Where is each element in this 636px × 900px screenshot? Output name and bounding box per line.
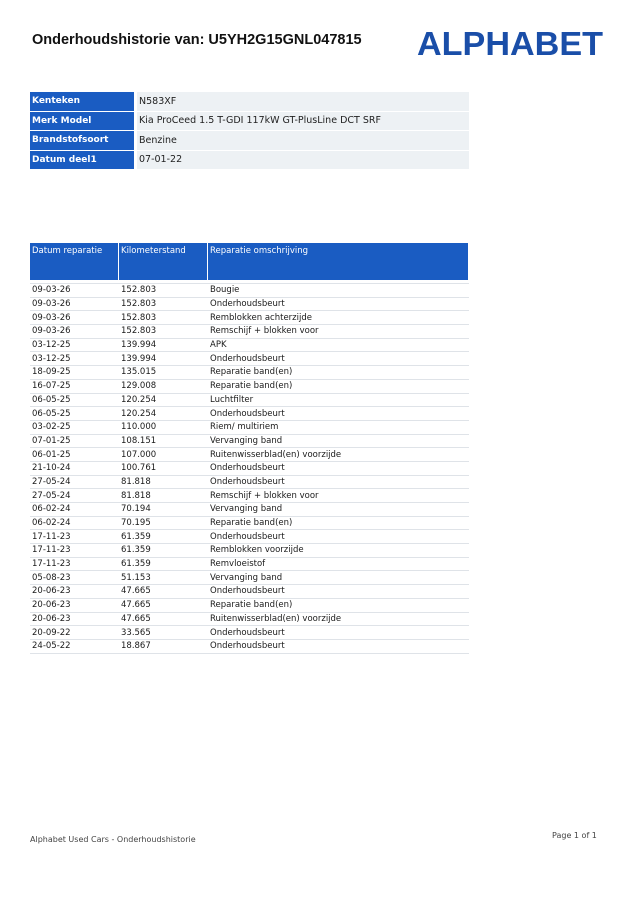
info-value: 07-01-22 (136, 150, 470, 170)
table-row (30, 475, 469, 489)
table-row (30, 544, 469, 558)
repair-description: Ruitenwisserblad(en) voorzijde (208, 612, 469, 626)
repair-mileage: 33.565 (119, 626, 208, 640)
repair-date: 20-06-23 (30, 585, 119, 599)
repair-mileage: 135.015 (119, 366, 208, 380)
repair-date: 09-03-26 (30, 284, 119, 298)
info-row (30, 92, 469, 111)
repair-description: Onderhoudsbeurt (208, 626, 469, 640)
table-header-row (30, 243, 469, 280)
repair-description: Vervanging band (208, 434, 469, 448)
repair-mileage: 152.803 (119, 311, 208, 325)
column-header-description: Reparatie omschrijving (208, 243, 469, 280)
repair-description: Onderhoudsbeurt (208, 297, 469, 311)
table-row (30, 366, 469, 380)
info-value: Benzine (136, 131, 470, 151)
table-row (30, 407, 469, 421)
table-row (30, 489, 469, 503)
repair-date: 09-03-26 (30, 325, 119, 339)
repair-description: Remvloeistof (208, 557, 469, 571)
repair-mileage: 18.867 (119, 639, 208, 653)
repair-description: Onderhoudsbeurt (208, 461, 469, 475)
repair-description: Remschijf + blokken voor (208, 325, 469, 339)
info-row (30, 131, 469, 151)
repair-date: 20-09-22 (30, 626, 119, 640)
repair-description: Onderhoudsbeurt (208, 530, 469, 544)
repair-description: Luchtfilter (208, 393, 469, 407)
repair-date: 07-01-25 (30, 434, 119, 448)
repair-mileage: 47.665 (119, 598, 208, 612)
repair-description: Onderhoudsbeurt (208, 475, 469, 489)
repair-mileage: 110.000 (119, 420, 208, 434)
repair-mileage: 47.665 (119, 612, 208, 626)
repair-date: 06-01-25 (30, 448, 119, 462)
table-row (30, 393, 469, 407)
table-row (30, 639, 469, 653)
repair-mileage: 61.359 (119, 544, 208, 558)
repair-date: 20-06-23 (30, 612, 119, 626)
footer-label: Alphabet Used Cars - Onderhoudshistorie (30, 835, 196, 844)
repair-description: Vervanging band (208, 571, 469, 585)
alphabet-logo (417, 25, 605, 61)
repair-date: 27-05-24 (30, 489, 119, 503)
repair-mileage: 120.254 (119, 393, 208, 407)
repair-mileage: 51.153 (119, 571, 208, 585)
repair-description: Reparatie band(en) (208, 598, 469, 612)
table-row (30, 352, 469, 366)
info-label: Kenteken (30, 92, 136, 111)
repair-mileage: 61.359 (119, 530, 208, 544)
repair-mileage: 47.665 (119, 585, 208, 599)
repair-date: 18-09-25 (30, 366, 119, 380)
repair-description: Reparatie band(en) (208, 379, 469, 393)
table-row (30, 284, 469, 298)
repair-date: 27-05-24 (30, 475, 119, 489)
column-header-date: Datum reparatie (30, 243, 119, 280)
table-row (30, 557, 469, 571)
repair-mileage: 108.151 (119, 434, 208, 448)
repair-mileage: 70.195 (119, 516, 208, 530)
repair-description: Ruitenwisserblad(en) voorzijde (208, 448, 469, 462)
info-label: Merk Model (30, 111, 136, 131)
repair-date: 16-07-25 (30, 379, 119, 393)
repair-date: 09-03-26 (30, 297, 119, 311)
repair-date: 21-10-24 (30, 461, 119, 475)
repair-description: Remblokken achterzijde (208, 311, 469, 325)
repair-date: 06-05-25 (30, 393, 119, 407)
repair-description: Onderhoudsbeurt (208, 639, 469, 653)
info-row (30, 111, 469, 131)
table-row (30, 461, 469, 475)
repair-date: 03-02-25 (30, 420, 119, 434)
info-row (30, 150, 469, 170)
table-row (30, 338, 469, 352)
repair-mileage: 139.994 (119, 352, 208, 366)
repair-description: Riem/ multiriem (208, 420, 469, 434)
repair-date: 06-02-24 (30, 503, 119, 517)
repair-date: 17-11-23 (30, 557, 119, 571)
repair-mileage: 81.818 (119, 475, 208, 489)
table-row (30, 297, 469, 311)
table-row (30, 434, 469, 448)
table-row (30, 379, 469, 393)
repair-description: Remschijf + blokken voor (208, 489, 469, 503)
repair-date: 03-12-25 (30, 352, 119, 366)
repair-description: Onderhoudsbeurt (208, 585, 469, 599)
repair-description: Onderhoudsbeurt (208, 352, 469, 366)
page-title: Onderhoudshistorie van: U5YH2G15GNL047815 (32, 32, 362, 48)
table-row (30, 420, 469, 434)
repair-description: Vervanging band (208, 503, 469, 517)
repair-mileage: 129.008 (119, 379, 208, 393)
repair-history-table (30, 243, 469, 654)
repair-description: Bougie (208, 284, 469, 298)
table-row (30, 612, 469, 626)
repair-description: Onderhoudsbeurt (208, 407, 469, 421)
repair-date: 05-08-23 (30, 571, 119, 585)
table-row (30, 516, 469, 530)
repair-mileage: 81.818 (119, 489, 208, 503)
repair-date: 17-11-23 (30, 544, 119, 558)
repair-description: Reparatie band(en) (208, 516, 469, 530)
repair-mileage: 152.803 (119, 325, 208, 339)
repair-mileage: 100.761 (119, 461, 208, 475)
info-value: Kia ProCeed 1.5 T-GDI 117kW GT-PlusLine DCT SRF (136, 111, 470, 131)
page-number: Page 1 of 1 (552, 831, 597, 840)
table-row (30, 503, 469, 517)
table-row (30, 325, 469, 339)
table-row (30, 448, 469, 462)
table-row (30, 530, 469, 544)
repair-mileage: 152.803 (119, 297, 208, 311)
repair-mileage: 61.359 (119, 557, 208, 571)
column-header-mileage: Kilometerstand (119, 243, 208, 280)
table-row (30, 571, 469, 585)
repair-date: 06-02-24 (30, 516, 119, 530)
repair-mileage: 120.254 (119, 407, 208, 421)
repair-date: 09-03-26 (30, 311, 119, 325)
repair-date: 06-05-25 (30, 407, 119, 421)
vehicle-info-table (30, 92, 469, 170)
repair-mileage: 139.994 (119, 338, 208, 352)
repair-date: 20-06-23 (30, 598, 119, 612)
table-row (30, 598, 469, 612)
repair-date: 24-05-22 (30, 639, 119, 653)
logo-text: ALPHABET (417, 25, 603, 61)
table-row (30, 311, 469, 325)
info-label: Brandstofsoort (30, 131, 136, 151)
table-row (30, 585, 469, 599)
info-label: Datum deel1 (30, 150, 136, 170)
repair-date: 17-11-23 (30, 530, 119, 544)
repair-description: Remblokken voorzijde (208, 544, 469, 558)
repair-mileage: 70.194 (119, 503, 208, 517)
repair-description: Reparatie band(en) (208, 366, 469, 380)
repair-description: APK (208, 338, 469, 352)
repair-mileage: 152.803 (119, 284, 208, 298)
info-value: N583XF (136, 92, 470, 111)
table-row (30, 626, 469, 640)
repair-mileage: 107.000 (119, 448, 208, 462)
repair-date: 03-12-25 (30, 338, 119, 352)
